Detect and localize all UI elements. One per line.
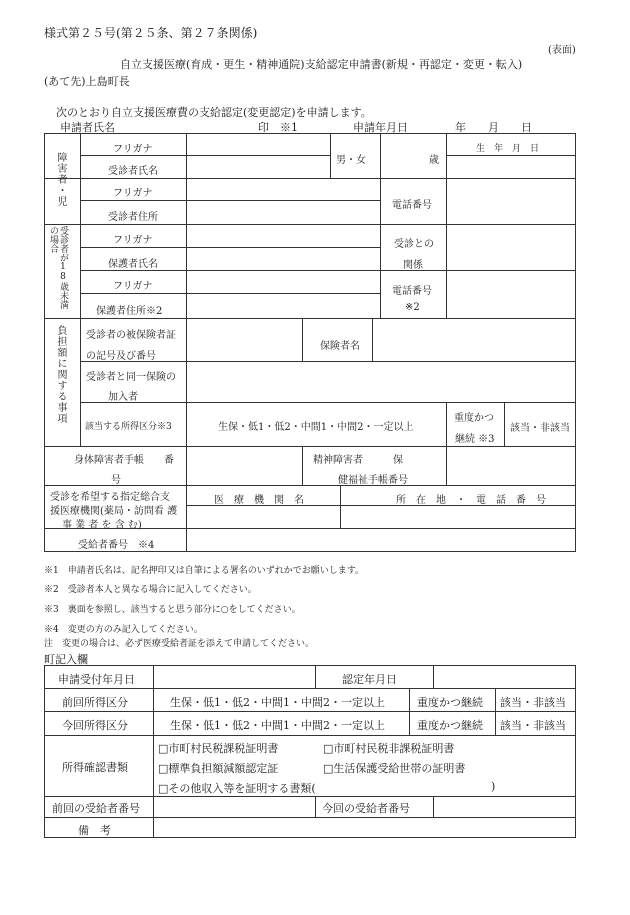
burden-section-label: 負担額に関する事項 [55, 325, 66, 424]
relation-input[interactable] [450, 238, 576, 258]
gender-selector[interactable]: 男・女 [336, 155, 366, 166]
doc-option-tax-certificate[interactable]: □ 市町村民税課税証明書 [158, 740, 278, 756]
note-4: ※4 変更の方のみ記入してください。 [44, 625, 203, 635]
patient-address-furigana-label: フリガナ [113, 188, 153, 199]
curr-severe-label: 重度かつ継続 [417, 719, 483, 732]
income-category-options[interactable]: 生保・低1・低2・中間1・中間2・一定以上 [218, 422, 414, 433]
birth-date-label: 生 年 月 日 [476, 144, 540, 154]
guardian-name-label: 保護者氏名 [108, 259, 158, 270]
institution-address-header: 所 在 地 ・ 電 話 番 号 [396, 495, 546, 506]
institution-label-1: 受診を希望する指定総合支 [50, 492, 170, 503]
prev-recipient-label: 前回の受給者番号 [52, 802, 140, 815]
doc-other-close: ) [491, 780, 496, 793]
curr-income-label: 今回所得区分 [62, 719, 128, 732]
insurer-label: 保険者名 [320, 341, 360, 352]
institution-address-input[interactable] [344, 508, 576, 527]
severe-label-2: 継続 ※3 [455, 434, 495, 445]
doc-option-reduction-certificate[interactable]: □ 標準負担額減額認定証 [158, 760, 278, 776]
guardian-phone-label: 電話番号 [392, 286, 432, 297]
severe-applicable-options[interactable]: 該当・非該当 [510, 423, 570, 434]
institution-name-input[interactable] [190, 508, 340, 527]
prev-income-label: 前回所得区分 [62, 696, 128, 709]
insurer-name-input[interactable] [376, 331, 576, 351]
relation-label-1: 受診との [394, 239, 434, 250]
same-insurance-label-1: 受診者と同一保険の [86, 372, 176, 383]
application-date-label: 申請年月日 [353, 121, 408, 134]
intro-text: 次のとおり自立支援医療費の支給認定(変更認定)を申請します。 [56, 106, 372, 119]
form-number: 様式第２５号(第２５条、第２７条関係) [44, 26, 258, 40]
received-date-label: 申請受付年月日 [58, 673, 135, 686]
doc-other-input[interactable] [396, 779, 490, 796]
seal-label: 印 ※1 [258, 121, 298, 134]
approved-date-label: 認定年月日 [342, 673, 397, 686]
patient-phone-label: 電話番号 [392, 200, 432, 211]
prev-applicable-options[interactable]: 該当・非該当 [500, 696, 566, 709]
severe-label-1: 重度かつ [454, 413, 494, 424]
physical-handbook-input[interactable] [190, 456, 302, 476]
relation-label-2: 関係 [403, 260, 423, 271]
patient-furigana-label: フリガナ [113, 144, 153, 155]
curr-applicable-options[interactable]: 該当・非該当 [500, 719, 566, 732]
insurance-label-2: の記号及び番号 [86, 351, 156, 362]
prev-income-options[interactable]: 生保・低1・低2・中間1・中間2・一定以上 [170, 696, 385, 709]
addressee: (あて先)上島町長 [44, 75, 130, 88]
guardian-section-label: 受診者が18歳未満の場合 [48, 226, 68, 309]
insurance-label-1: 受診者の被保険者証 [86, 330, 176, 341]
patient-furigana-input[interactable] [190, 136, 330, 154]
guardian-address-label: 保護者住所※2 [96, 306, 163, 317]
doc-option-welfare-certificate[interactable]: □ 生活保護受給世帯の証明書 [323, 760, 465, 776]
received-date-input[interactable] [157, 668, 315, 687]
guardian-address-furigana-label: フリガナ [113, 281, 153, 292]
patient-section-label: 障害者・児 [55, 152, 66, 207]
remarks-label: 備 考 [78, 824, 111, 837]
guardian-phone-input[interactable] [450, 285, 576, 305]
institution-name-header: 医 療 機 関 名 [214, 495, 304, 506]
applicant-name-input[interactable] [128, 118, 254, 134]
insurance-number-input[interactable] [190, 331, 302, 351]
same-insurance-input[interactable] [190, 372, 576, 392]
town-section-title: 町記入欄 [44, 653, 88, 666]
doc-option-other[interactable]: □ その他収入等を証明する書類( [158, 780, 316, 796]
recipient-number-input[interactable] [190, 532, 576, 551]
prev-recipient-input[interactable] [157, 799, 315, 817]
institution-label-2: 援医療機関(薬局・訪問看 護 [50, 506, 178, 517]
mental-handbook-input[interactable] [450, 456, 576, 476]
doc-option-nontax-certificate[interactable]: □ 市町村民税非課税証明書 [323, 740, 454, 756]
application-date-units: 年 月 日 [455, 121, 532, 134]
patient-address-furigana-input[interactable] [190, 181, 380, 199]
note-1: ※1 申請者氏名は、記名押印又は自筆による署名のいずれかでお願いします。 [44, 566, 365, 576]
form-title: 自立支援医療(育成・更生・精神通院)支給認定申請書(新規・再認定・変更・転入) [120, 58, 523, 71]
guardian-address-input[interactable] [190, 297, 380, 317]
physical-handbook-label-2: 号 [111, 475, 121, 486]
guardian-phone-note: ※2 [405, 302, 420, 313]
patient-name-label: 受診者氏名 [108, 166, 158, 177]
patient-address-input[interactable] [190, 203, 380, 223]
guardian-furigana-input[interactable] [190, 227, 380, 246]
birth-date-input[interactable] [450, 158, 576, 177]
applicant-name-label: 申請者氏名 [60, 121, 115, 134]
guardian-name-input[interactable] [190, 250, 380, 269]
remarks-input[interactable] [157, 820, 576, 838]
note-5: 注 変更の場合は、必ず医療受給者証を添えて申請してください。 [44, 639, 315, 649]
side-indicator: (表面) [548, 45, 576, 56]
prev-severe-label: 重度かつ継続 [417, 696, 483, 709]
mental-handbook-label-2: 健福祉手帳番号 [338, 475, 408, 486]
physical-handbook-label-1: 身体障害者手帳 番 [74, 455, 174, 466]
curr-recipient-label: 今回の受給者番号 [322, 802, 410, 815]
patient-phone-input[interactable] [450, 190, 576, 210]
institution-label-3: 事 業 者 を 含 む) [62, 520, 142, 531]
recipient-number-label: 受給者番号 ※4 [78, 540, 155, 551]
approved-date-input[interactable] [437, 668, 576, 687]
guardian-address-furigana-input[interactable] [190, 273, 380, 292]
curr-recipient-input[interactable] [437, 799, 576, 817]
age-unit: 歳 [429, 155, 439, 166]
income-docs-label: 所得確認書類 [62, 761, 128, 774]
same-insurance-label-2: 加入者 [108, 392, 138, 403]
patient-name-input[interactable] [190, 158, 330, 177]
guardian-furigana-label: フリガナ [113, 235, 153, 246]
income-category-label: 該当する所得区分※3 [85, 422, 172, 432]
age-input[interactable] [384, 146, 428, 164]
note-3: ※3 裏面を参照し、該当すると思う部分に○をしてください。 [44, 605, 301, 615]
patient-address-label: 受診者住所 [108, 212, 158, 223]
mental-handbook-label-1: 精神障害者 保 [313, 455, 403, 466]
curr-income-options[interactable]: 生保・低1・低2・中間1・中間2・一定以上 [170, 719, 385, 732]
note-2: ※2 受診者本人と異なる場合に記入してください。 [44, 585, 257, 595]
